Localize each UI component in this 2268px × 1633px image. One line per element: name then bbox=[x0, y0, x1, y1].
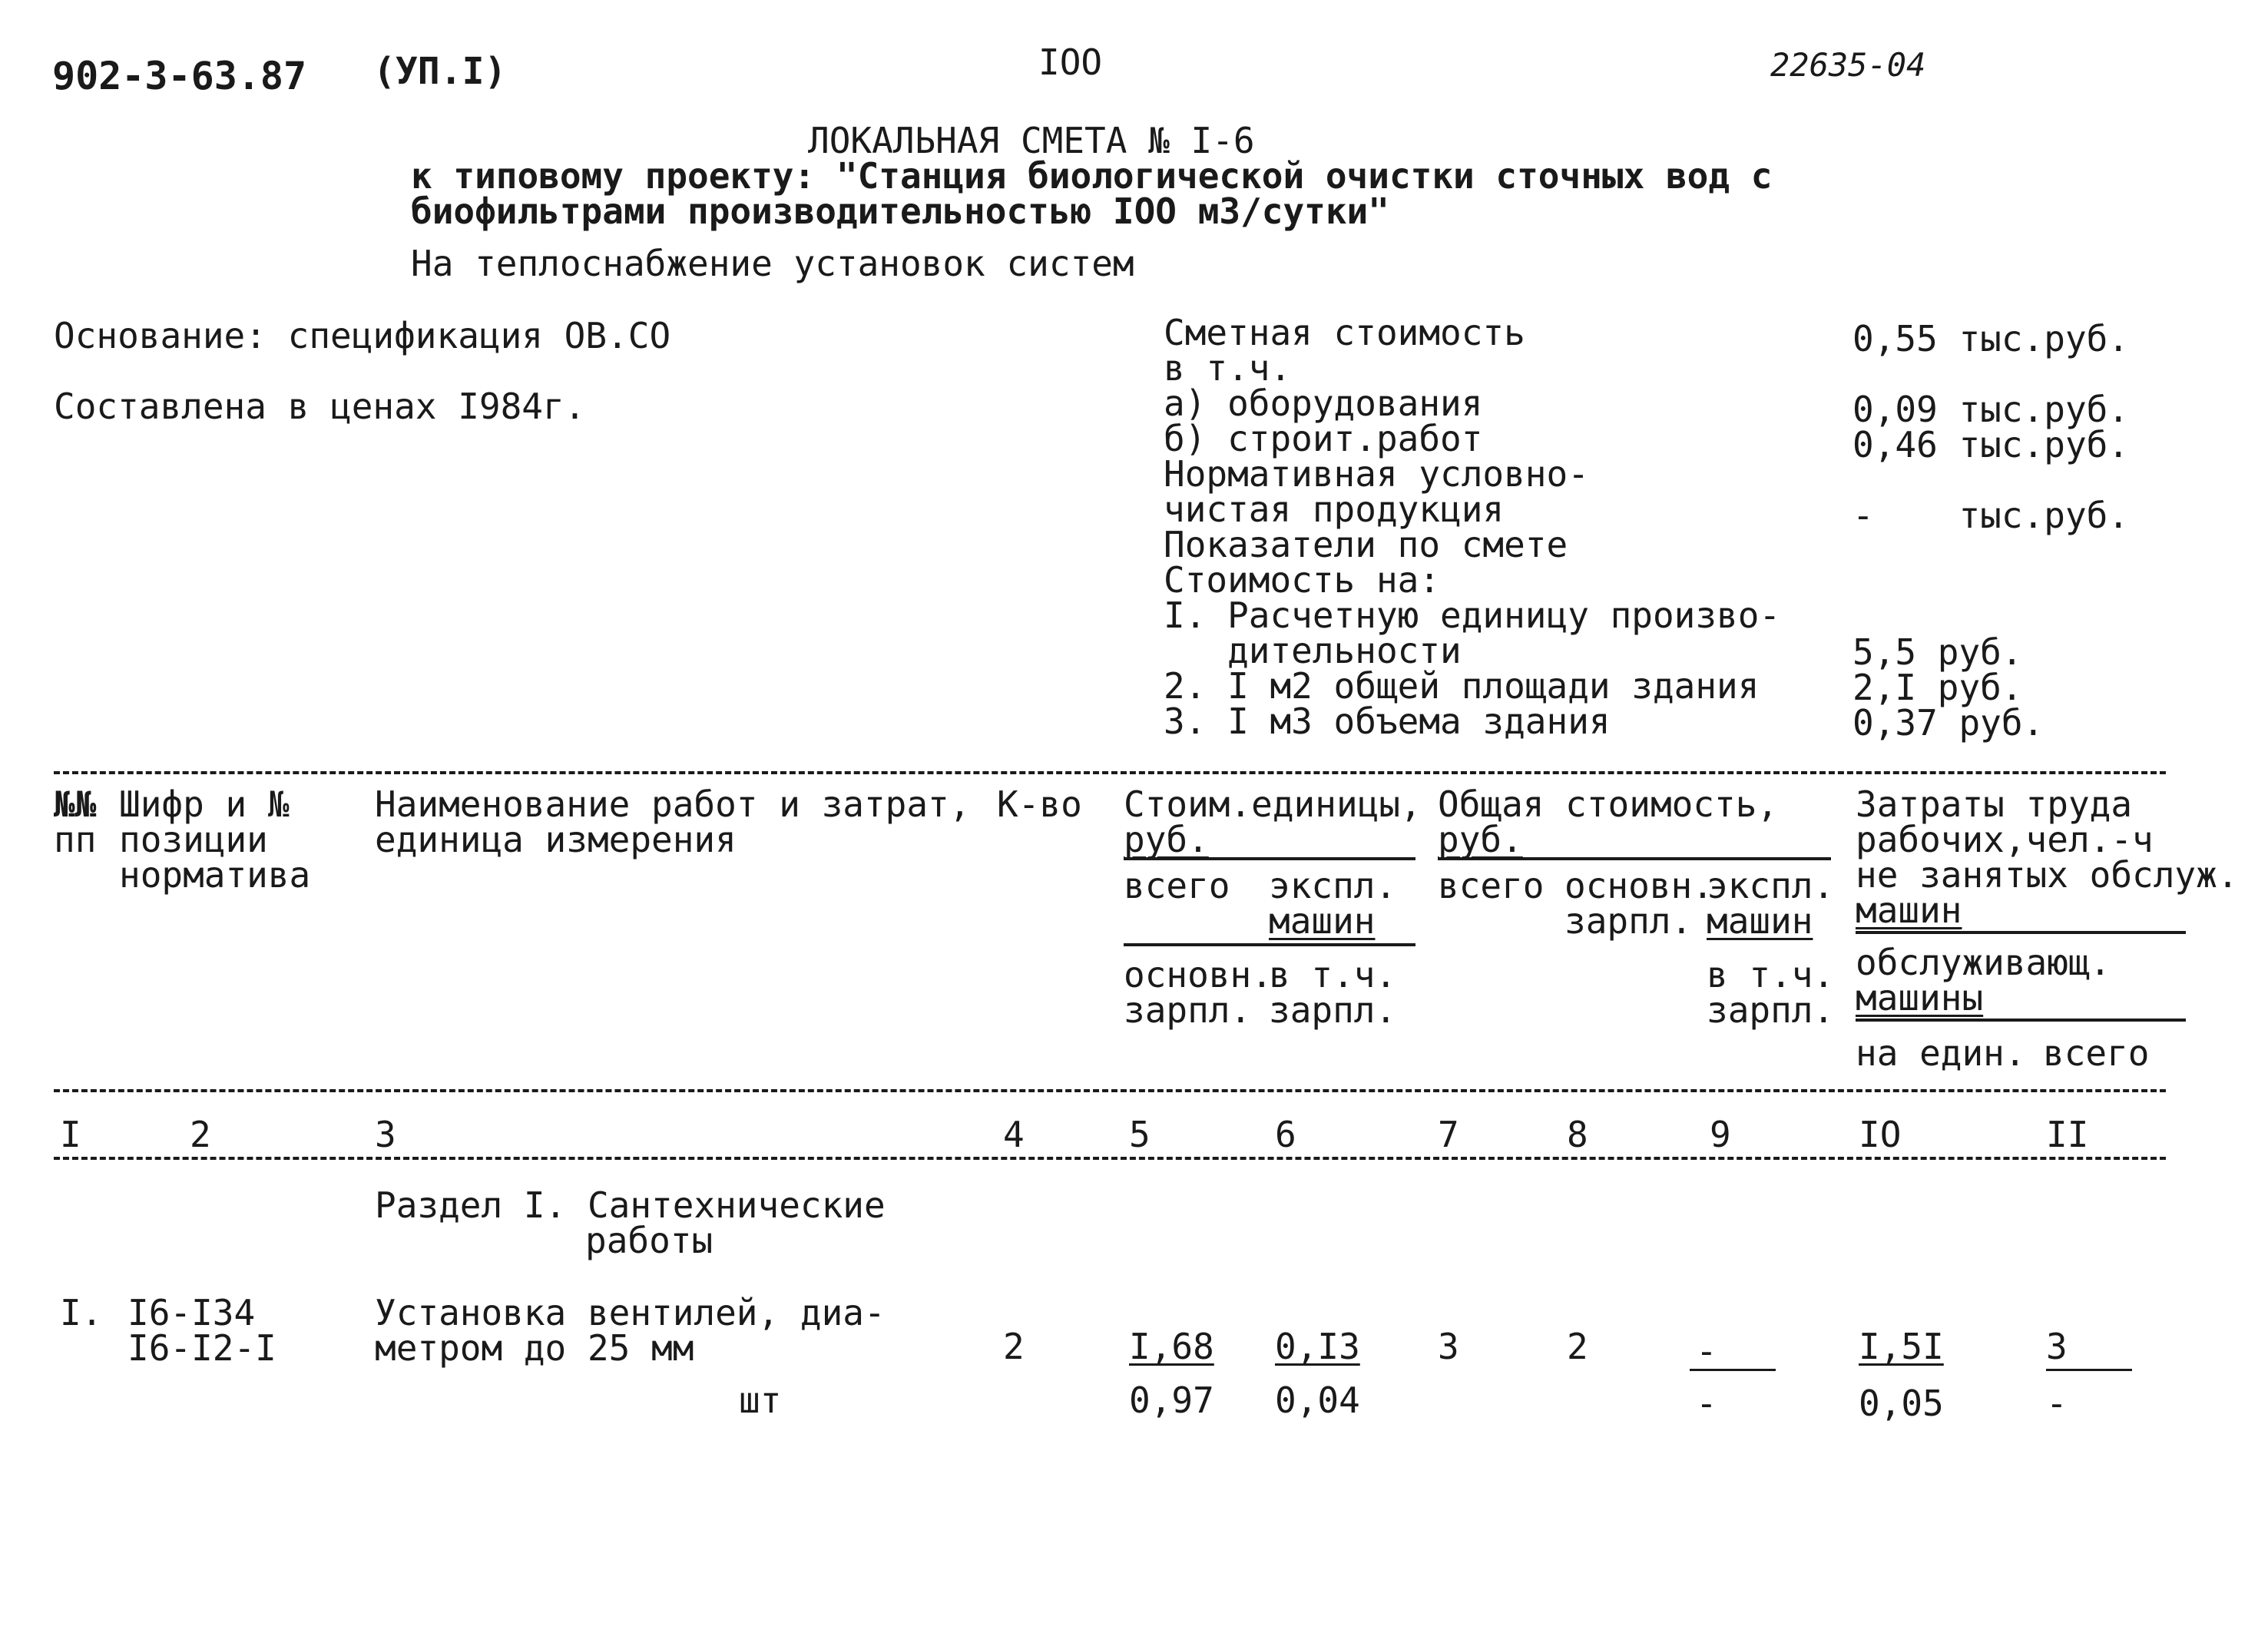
header-col1: пп bbox=[54, 819, 97, 860]
header-unit-total: всего bbox=[1124, 865, 1230, 906]
row-rule bbox=[2046, 1369, 2132, 1371]
summary-line: чистая продукция bbox=[1164, 489, 1505, 530]
row-unit-machines: 0,I3 bbox=[1275, 1326, 1360, 1367]
column-number: 2 bbox=[190, 1114, 211, 1155]
header-unit-machine-wages: зарпл. bbox=[1269, 989, 1397, 1031]
summary-line: Стоимость на: bbox=[1164, 559, 1441, 601]
header-unit-machines: экспл. bbox=[1269, 865, 1397, 906]
header-unit-cost: Стоим.единицы, bbox=[1124, 783, 1422, 825]
header-rule bbox=[1124, 857, 1415, 860]
project-line-2: биофильтрами производительностью IOO м3/сутки" bbox=[411, 190, 1389, 232]
header-total-machines: экспл. bbox=[1707, 865, 1835, 906]
equipment-cost-value: 0,09 тыс.руб. bbox=[1852, 389, 2130, 430]
section-heading: Раздел I. Сантехнические bbox=[375, 1184, 886, 1226]
row-total-machine-wages: - bbox=[1696, 1383, 1717, 1424]
header-labor: рабочих,чел.-ч bbox=[1856, 819, 2154, 860]
row-labor-total: 3 bbox=[2046, 1326, 2068, 1367]
header-unit-wages: основн. bbox=[1124, 954, 1273, 995]
column-number: 9 bbox=[1710, 1114, 1731, 1155]
summary-line: 2. I м2 общей площади здания bbox=[1164, 665, 1760, 707]
net-product-value: - тыс.руб. bbox=[1852, 495, 2130, 536]
header-total-machine-wages: зарпл. bbox=[1707, 989, 1835, 1031]
row-number: I. bbox=[60, 1292, 103, 1333]
row-name: метром до 25 мм bbox=[375, 1327, 694, 1369]
row-labor-unit-machine: 0,05 bbox=[1859, 1383, 1944, 1424]
header-col3: единица измерения bbox=[375, 819, 737, 860]
estimate-subject: На теплоснабжение установок систем bbox=[411, 243, 1134, 284]
table-top-rule bbox=[54, 771, 2166, 774]
prices-line: Составлена в ценах I984г. bbox=[54, 386, 586, 427]
estimate-heading: ЛОКАЛЬНАЯ СМЕТА № I-6 bbox=[808, 120, 1255, 161]
row-unit: шт bbox=[739, 1380, 782, 1421]
header-total-machine-wages: в т.ч. bbox=[1707, 954, 1835, 995]
summary-line: Сметная стоимость bbox=[1164, 312, 1525, 353]
section-heading: работы bbox=[585, 1220, 714, 1261]
summary-line: б) строит.работ bbox=[1164, 418, 1483, 459]
summary-line: дительности bbox=[1164, 630, 1462, 671]
header-col2: норматива bbox=[119, 854, 311, 896]
column-number: 7 bbox=[1438, 1114, 1459, 1155]
summary-line: Нормативная условно- bbox=[1164, 453, 1589, 495]
column-number: 3 bbox=[375, 1114, 396, 1155]
header-col3: Наименование работ и затрат, bbox=[375, 783, 971, 825]
row-total-wages: 2 bbox=[1567, 1326, 1588, 1367]
project-line-1: к типовому проекту: "Станция биологической очистки сточных вод с bbox=[411, 155, 1773, 197]
summary-line: I. Расчетную единицу произво- bbox=[1164, 595, 1781, 636]
row-code: I6-I2-I bbox=[127, 1327, 276, 1369]
row-labor-unit: I,5I bbox=[1859, 1326, 1944, 1367]
header-total-wages: зарпл. bbox=[1564, 900, 1693, 942]
row-code: I6-I34 bbox=[127, 1292, 256, 1333]
construction-cost-value: 0,46 тыс.руб. bbox=[1852, 424, 2130, 465]
header-labor-total: всего bbox=[2043, 1032, 2150, 1074]
row-total-machines: - bbox=[1696, 1330, 1717, 1372]
header-col2: Шифр и № bbox=[119, 783, 290, 825]
header-unit-wages: зарпл. bbox=[1124, 989, 1252, 1031]
document-code: 902-3-63.87 bbox=[52, 54, 307, 98]
inventory-number: 22635-04 bbox=[1770, 46, 1926, 84]
header-bottom-rule bbox=[54, 1089, 2166, 1092]
basis-line: Основание: спецификация ОВ.СО bbox=[54, 315, 671, 356]
column-number: IO bbox=[1859, 1114, 1902, 1155]
header-rule bbox=[1856, 931, 2186, 934]
header-unit-cost: руб. bbox=[1124, 819, 1209, 860]
page-number: IOO bbox=[1038, 41, 1103, 83]
row-name: Установка вентилей, диа- bbox=[375, 1292, 886, 1333]
column-number: 6 bbox=[1275, 1114, 1296, 1155]
per-unit-cost-value: 5,5 руб. bbox=[1852, 631, 2023, 673]
column-number: II bbox=[2046, 1114, 2089, 1155]
header-labor: не занятых обслуж. bbox=[1856, 854, 2239, 896]
column-number: I bbox=[60, 1114, 81, 1155]
header-labor-servicing: обслуживающ. bbox=[1856, 942, 2111, 983]
summary-line: в т.ч. bbox=[1164, 347, 1292, 389]
header-col1: №№ bbox=[54, 783, 97, 825]
header-total-total: всего bbox=[1438, 865, 1545, 906]
column-number: 5 bbox=[1129, 1114, 1151, 1155]
header-labor-per-unit: на един. bbox=[1856, 1032, 2026, 1074]
summary-line: Показатели по смете bbox=[1164, 524, 1568, 565]
row-unit-total: I,68 bbox=[1129, 1326, 1214, 1367]
header-total-machines: машин bbox=[1707, 900, 1813, 942]
header-unit-machine-wages: в т.ч. bbox=[1269, 954, 1397, 995]
row-total: 3 bbox=[1438, 1326, 1459, 1367]
row-labor-total-machine: - bbox=[2046, 1383, 2068, 1424]
header-rule bbox=[1124, 943, 1415, 946]
header-labor: машин bbox=[1856, 889, 1962, 931]
header-labor: Затраты труда bbox=[1856, 783, 2133, 825]
row-unit-wages: 0,97 bbox=[1129, 1380, 1214, 1421]
row-unit-machine-wages: 0,04 bbox=[1275, 1380, 1360, 1421]
header-labor-servicing: машины bbox=[1856, 977, 1984, 1019]
header-total-wages: основн. bbox=[1564, 865, 1713, 906]
header-total-cost: Общая стоимость, bbox=[1438, 783, 1779, 825]
header-col4: К-во bbox=[997, 783, 1082, 825]
per-m2-cost-value: 2,I руб. bbox=[1852, 667, 2023, 708]
column-numbers-rule bbox=[54, 1157, 2166, 1160]
header-total-cost: руб. bbox=[1438, 819, 1523, 860]
total-cost-value: 0,55 тыс.руб. bbox=[1852, 318, 2130, 359]
header-col2: позиции bbox=[119, 819, 268, 860]
header-rule bbox=[1438, 857, 1831, 860]
column-number: 4 bbox=[1003, 1114, 1025, 1155]
summary-line: 3. I м3 объема здания bbox=[1164, 701, 1611, 742]
row-rule bbox=[1690, 1369, 1776, 1371]
column-number: 8 bbox=[1567, 1114, 1588, 1155]
header-rule bbox=[1856, 1019, 2186, 1022]
row-quantity: 2 bbox=[1003, 1326, 1025, 1367]
album-number: (УП.I) bbox=[373, 50, 507, 93]
summary-line: а) оборудования bbox=[1164, 383, 1483, 424]
per-m3-cost-value: 0,37 руб. bbox=[1852, 702, 2045, 744]
header-unit-machines: машин bbox=[1269, 900, 1376, 942]
